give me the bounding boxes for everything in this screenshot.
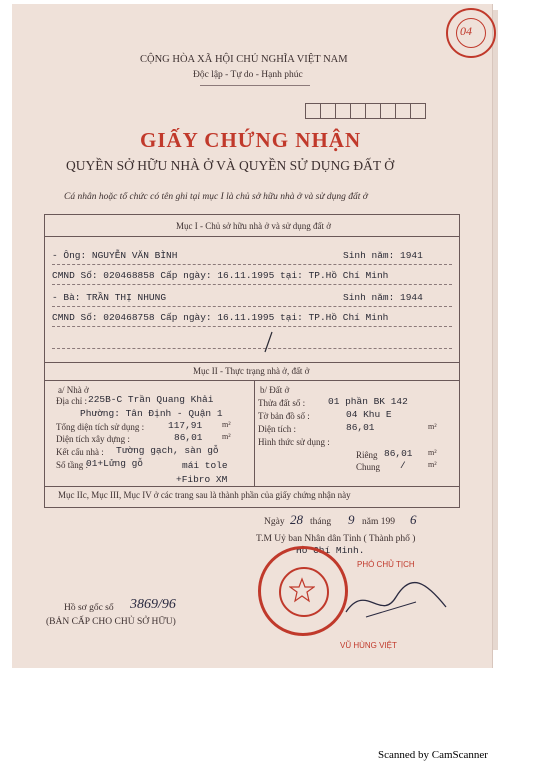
serial-number-boxes — [305, 103, 425, 119]
land-area-label: Diện tích : — [258, 424, 296, 434]
shared-label: Chung — [356, 462, 381, 472]
map-value: 04 Khu E — [346, 409, 392, 420]
certificate-title: GIẤY CHỨNG NHẬN — [140, 128, 362, 152]
shared-unit: m² — [428, 460, 437, 469]
camscanner-watermark: Scanned by CamScanner — [378, 749, 488, 761]
house-ward: Phường: Tân Định - Quận 1 — [80, 408, 223, 419]
row-dots — [52, 348, 452, 349]
row-dots — [52, 326, 452, 327]
private-unit: m² — [428, 448, 437, 457]
row-dots — [52, 264, 452, 265]
owner2-id: CMND Số: 020468758 Cấp ngày: 16.11.1995 tại: TP.Hồ Chí Minh — [52, 312, 389, 323]
owner1-name: - Ông: NGUYỄN VĂN BÌNH — [52, 250, 178, 261]
built-area-value: 86,01 — [174, 432, 203, 443]
usage-label: Hình thức sử dụng : — [258, 437, 330, 447]
file-number-value: 3869/96 — [130, 597, 176, 612]
year-label: năm 199 — [362, 517, 395, 527]
owner1-birth: Sinh năm: 1941 — [343, 250, 423, 261]
section2-bottom-divider — [44, 486, 460, 487]
copy-note: (BẢN CẤP CHO CHỦ SỞ HỮU) — [46, 617, 176, 627]
date-day: 28 — [290, 512, 303, 527]
corner-stamp-number: 04 — [460, 24, 472, 38]
date-prefix: Ngày — [264, 517, 285, 527]
owner2-name: - Bà: TRẦN THỊ NHUNG — [52, 292, 167, 303]
total-area-label: Tổng diện tích sử dụng : — [56, 422, 145, 432]
star-emblem-icon — [289, 577, 315, 603]
house-address-value: 225B-C Trần Quang Khải — [88, 394, 214, 405]
row-dots — [52, 284, 452, 285]
parcel-value: 01 phần BK 142 — [328, 396, 408, 407]
land-area-unit: m² — [428, 422, 437, 431]
section-note: Mục IIc, Mục III, Mục IV ở các trang sau là thành phần của giấy chứng nhận này — [58, 490, 351, 500]
handwritten-signature — [336, 572, 456, 632]
motto-underline — [200, 85, 310, 86]
official-seal — [258, 546, 348, 636]
month-label: tháng — [310, 517, 332, 527]
signer-role: PHÓ CHỦ TỊCH — [357, 560, 415, 569]
floors-label: Số tầng : — [56, 460, 89, 470]
roof-value: mái tole — [182, 460, 228, 471]
corner-stamp — [446, 8, 496, 58]
house-label: a/ Nhà ở — [58, 385, 89, 395]
row-dots — [52, 306, 452, 307]
total-area-unit: m² — [222, 420, 231, 429]
file-number-label: Hồ sơ gốc số — [64, 603, 114, 613]
year-digit: 6 — [410, 512, 417, 527]
republic-heading: CỘNG HÒA XÃ HỘI CHỦ NGHĨA VIỆT NAM — [140, 54, 348, 65]
certificate-intro: Cá nhân hoặc tổ chức có tên ghi tại mục I là chủ sở hữu nhà ở và sử dụng đất ở — [64, 192, 368, 202]
strike-slash — [262, 330, 274, 354]
section2-heading: Mục II - Thực trạng nhà ở, đất ở — [193, 366, 310, 376]
built-area-label: Diện tích xây dựng : — [56, 434, 130, 444]
motto: Độc lập - Tự do - Hạnh phúc — [193, 70, 303, 80]
section2-divider — [44, 380, 460, 381]
private-value: 86,01 — [384, 448, 413, 459]
certificate-subtitle: QUYỀN SỞ HỮU NHÀ Ở VÀ QUYỀN SỬ DỤNG ĐẤT Ở — [66, 158, 394, 173]
authority-line1: T.M Uỷ ban Nhân dân Tỉnh ( Thành phố ) — [256, 534, 416, 544]
parcel-label: Thửa đất số : — [258, 398, 306, 408]
land-label: b/ Đất ở — [260, 385, 290, 395]
structure-value: Tường gạch, sàn gỗ — [116, 445, 219, 456]
owner2-birth: Sinh năm: 1944 — [343, 292, 423, 303]
section1-heading: Mục I - Chủ sở hữu nhà ở và sử dụng đất ở — [176, 221, 332, 231]
private-label: Riêng — [356, 450, 378, 460]
land-area-value: 86,01 — [346, 422, 375, 433]
section2-top-divider — [44, 362, 460, 363]
built-area-unit: m² — [222, 432, 231, 441]
shared-value: / — [400, 460, 406, 471]
floors-value: 01+Lửng gỗ — [86, 458, 144, 469]
date-month: 9 — [348, 512, 355, 527]
total-area-value: 117,91 — [168, 420, 203, 431]
signer-name: VŨ HÙNG VIỆT — [340, 641, 397, 650]
roof-extra: +Fibro XM — [176, 474, 228, 485]
authority-line2: Hồ Chí Minh. — [296, 545, 365, 556]
map-label: Tờ bản đồ số : — [258, 411, 310, 421]
house-address-label: Địa chỉ : — [56, 396, 87, 406]
section2-column-divider — [254, 380, 255, 486]
section1-divider — [44, 236, 460, 237]
owner1-id: CMND Số: 020468858 Cấp ngày: 16.11.1995 tại: TP.Hồ Chí Minh — [52, 270, 389, 281]
structure-label: Kết cấu nhà : — [56, 447, 104, 457]
